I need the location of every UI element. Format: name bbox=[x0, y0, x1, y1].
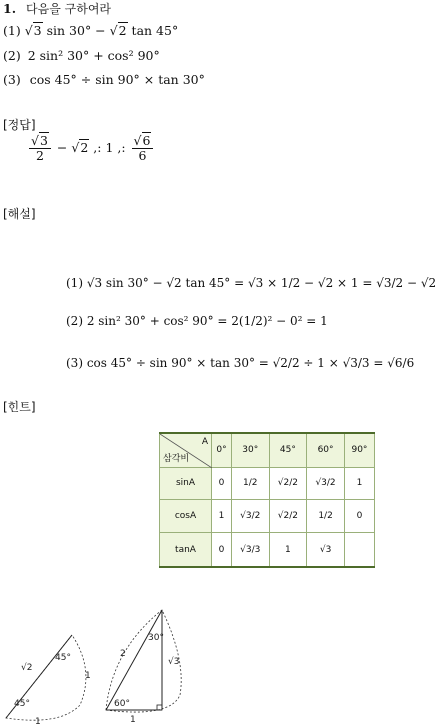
table-header-cell: 90° bbox=[344, 433, 374, 467]
minus-sign: − bbox=[56, 140, 68, 155]
table-header-cell: 30° bbox=[231, 433, 269, 467]
table-cell: 1/2 bbox=[307, 500, 345, 533]
table-row-header: sinA bbox=[160, 467, 212, 500]
table-cell: √2/2 bbox=[269, 467, 307, 500]
solution-heading: [해설] bbox=[3, 207, 36, 221]
tri2-side-right-label: √3 bbox=[168, 657, 180, 667]
tri1-bottom-angle-label: 45° bbox=[14, 699, 30, 709]
table-row bbox=[160, 500, 375, 533]
problem-heading bbox=[3, 1, 111, 17]
item-text: (2) bbox=[3, 48, 21, 63]
solution-line-2: (2) 2 sin² 30° + cos² 90° = 2(1/2)² − 0² = 1 bbox=[66, 314, 328, 328]
tri2-side-bottom-label: 1 bbox=[130, 715, 136, 725]
fraction: $\frac{√3}{2}$ bbox=[29, 134, 51, 163]
item-expression: cos 45° ÷ sin 90° × tan 30° bbox=[29, 72, 205, 87]
item-expression: 2 sin² 30° + cos² 90° bbox=[27, 48, 160, 63]
term-text: sin 30° − bbox=[46, 23, 106, 38]
sqrt-expression: √2 bbox=[71, 140, 89, 155]
answer-expression bbox=[27, 134, 155, 163]
table-cell: 1 bbox=[269, 533, 307, 567]
corner-label-angle: A bbox=[201, 437, 208, 447]
table-header-row bbox=[160, 433, 375, 467]
triangle-30-60-90 bbox=[106, 610, 181, 725]
problem-item-3 bbox=[3, 72, 205, 88]
tri1-top-angle-label: 45° bbox=[55, 653, 71, 663]
table-row-header: tanA bbox=[160, 533, 212, 567]
table-cell: √2/2 bbox=[269, 500, 307, 533]
problem-item-2 bbox=[3, 48, 160, 64]
answer-heading: [정답] bbox=[3, 118, 36, 132]
solution-line-3: (3) cos 45° ÷ sin 90° × tan 30° = √2/2 ÷ 1 × √3/3 = √6/6 bbox=[66, 356, 415, 370]
fraction: $\frac{√6}{6}$ bbox=[132, 134, 154, 163]
problem-number: 1. bbox=[3, 1, 17, 16]
tri2-bottom-angle-label: 60° bbox=[114, 699, 130, 709]
sqrt-expression: √2 bbox=[109, 23, 127, 38]
table-cell bbox=[344, 533, 374, 567]
solution-line-1: (1) √3 sin 30° − √2 tan 45° = √3 × 1/2 − √2 × 1 = √3/2 − √2 bbox=[66, 276, 437, 290]
table-corner-cell bbox=[160, 433, 212, 467]
table-cell: 1 bbox=[344, 467, 374, 500]
table-header-cell: 0° bbox=[212, 433, 232, 467]
item-label: (1) bbox=[3, 23, 21, 38]
table-cell: 1/2 bbox=[231, 467, 269, 500]
tri1-side-bottom-label: 1 bbox=[35, 717, 41, 725]
table-cell: 0 bbox=[212, 467, 232, 500]
table-cell: √3/2 bbox=[307, 467, 345, 500]
sqrt-expression: √3 bbox=[24, 23, 42, 38]
tri2-hyp-label: 2 bbox=[120, 649, 126, 659]
table-row bbox=[160, 533, 375, 567]
corner-label-ratio: 삼각비 bbox=[163, 453, 190, 464]
table-cell: √3 bbox=[307, 533, 345, 567]
answer-separator: ,: 1 ,: bbox=[93, 140, 126, 155]
term-text: tan 45° bbox=[131, 23, 179, 38]
table-cell: 0 bbox=[344, 500, 374, 533]
tri1-side-right-label: 1 bbox=[85, 671, 91, 681]
tri2-top-angle-label: 30° bbox=[148, 633, 164, 643]
table-row bbox=[160, 467, 375, 500]
table-cell: 1 bbox=[212, 500, 232, 533]
table-cell: 0 bbox=[212, 533, 232, 567]
problem-item-1 bbox=[3, 23, 178, 39]
hint-heading: [힌트] bbox=[3, 400, 36, 414]
tri1-hyp-label: √2 bbox=[21, 663, 33, 673]
table-header-cell: 45° bbox=[269, 433, 307, 467]
table-header-cell: 60° bbox=[307, 433, 345, 467]
special-triangles-figure bbox=[0, 600, 442, 725]
table-row-header: cosA bbox=[160, 500, 212, 533]
triangle-45-45-90 bbox=[6, 635, 91, 725]
item-text: (3) bbox=[3, 72, 21, 87]
table-cell: √3/3 bbox=[231, 533, 269, 567]
trig-ratio-table bbox=[159, 432, 375, 568]
table-cell: √3/2 bbox=[231, 500, 269, 533]
problem-instruction: 다음을 구하여라 bbox=[26, 2, 112, 16]
